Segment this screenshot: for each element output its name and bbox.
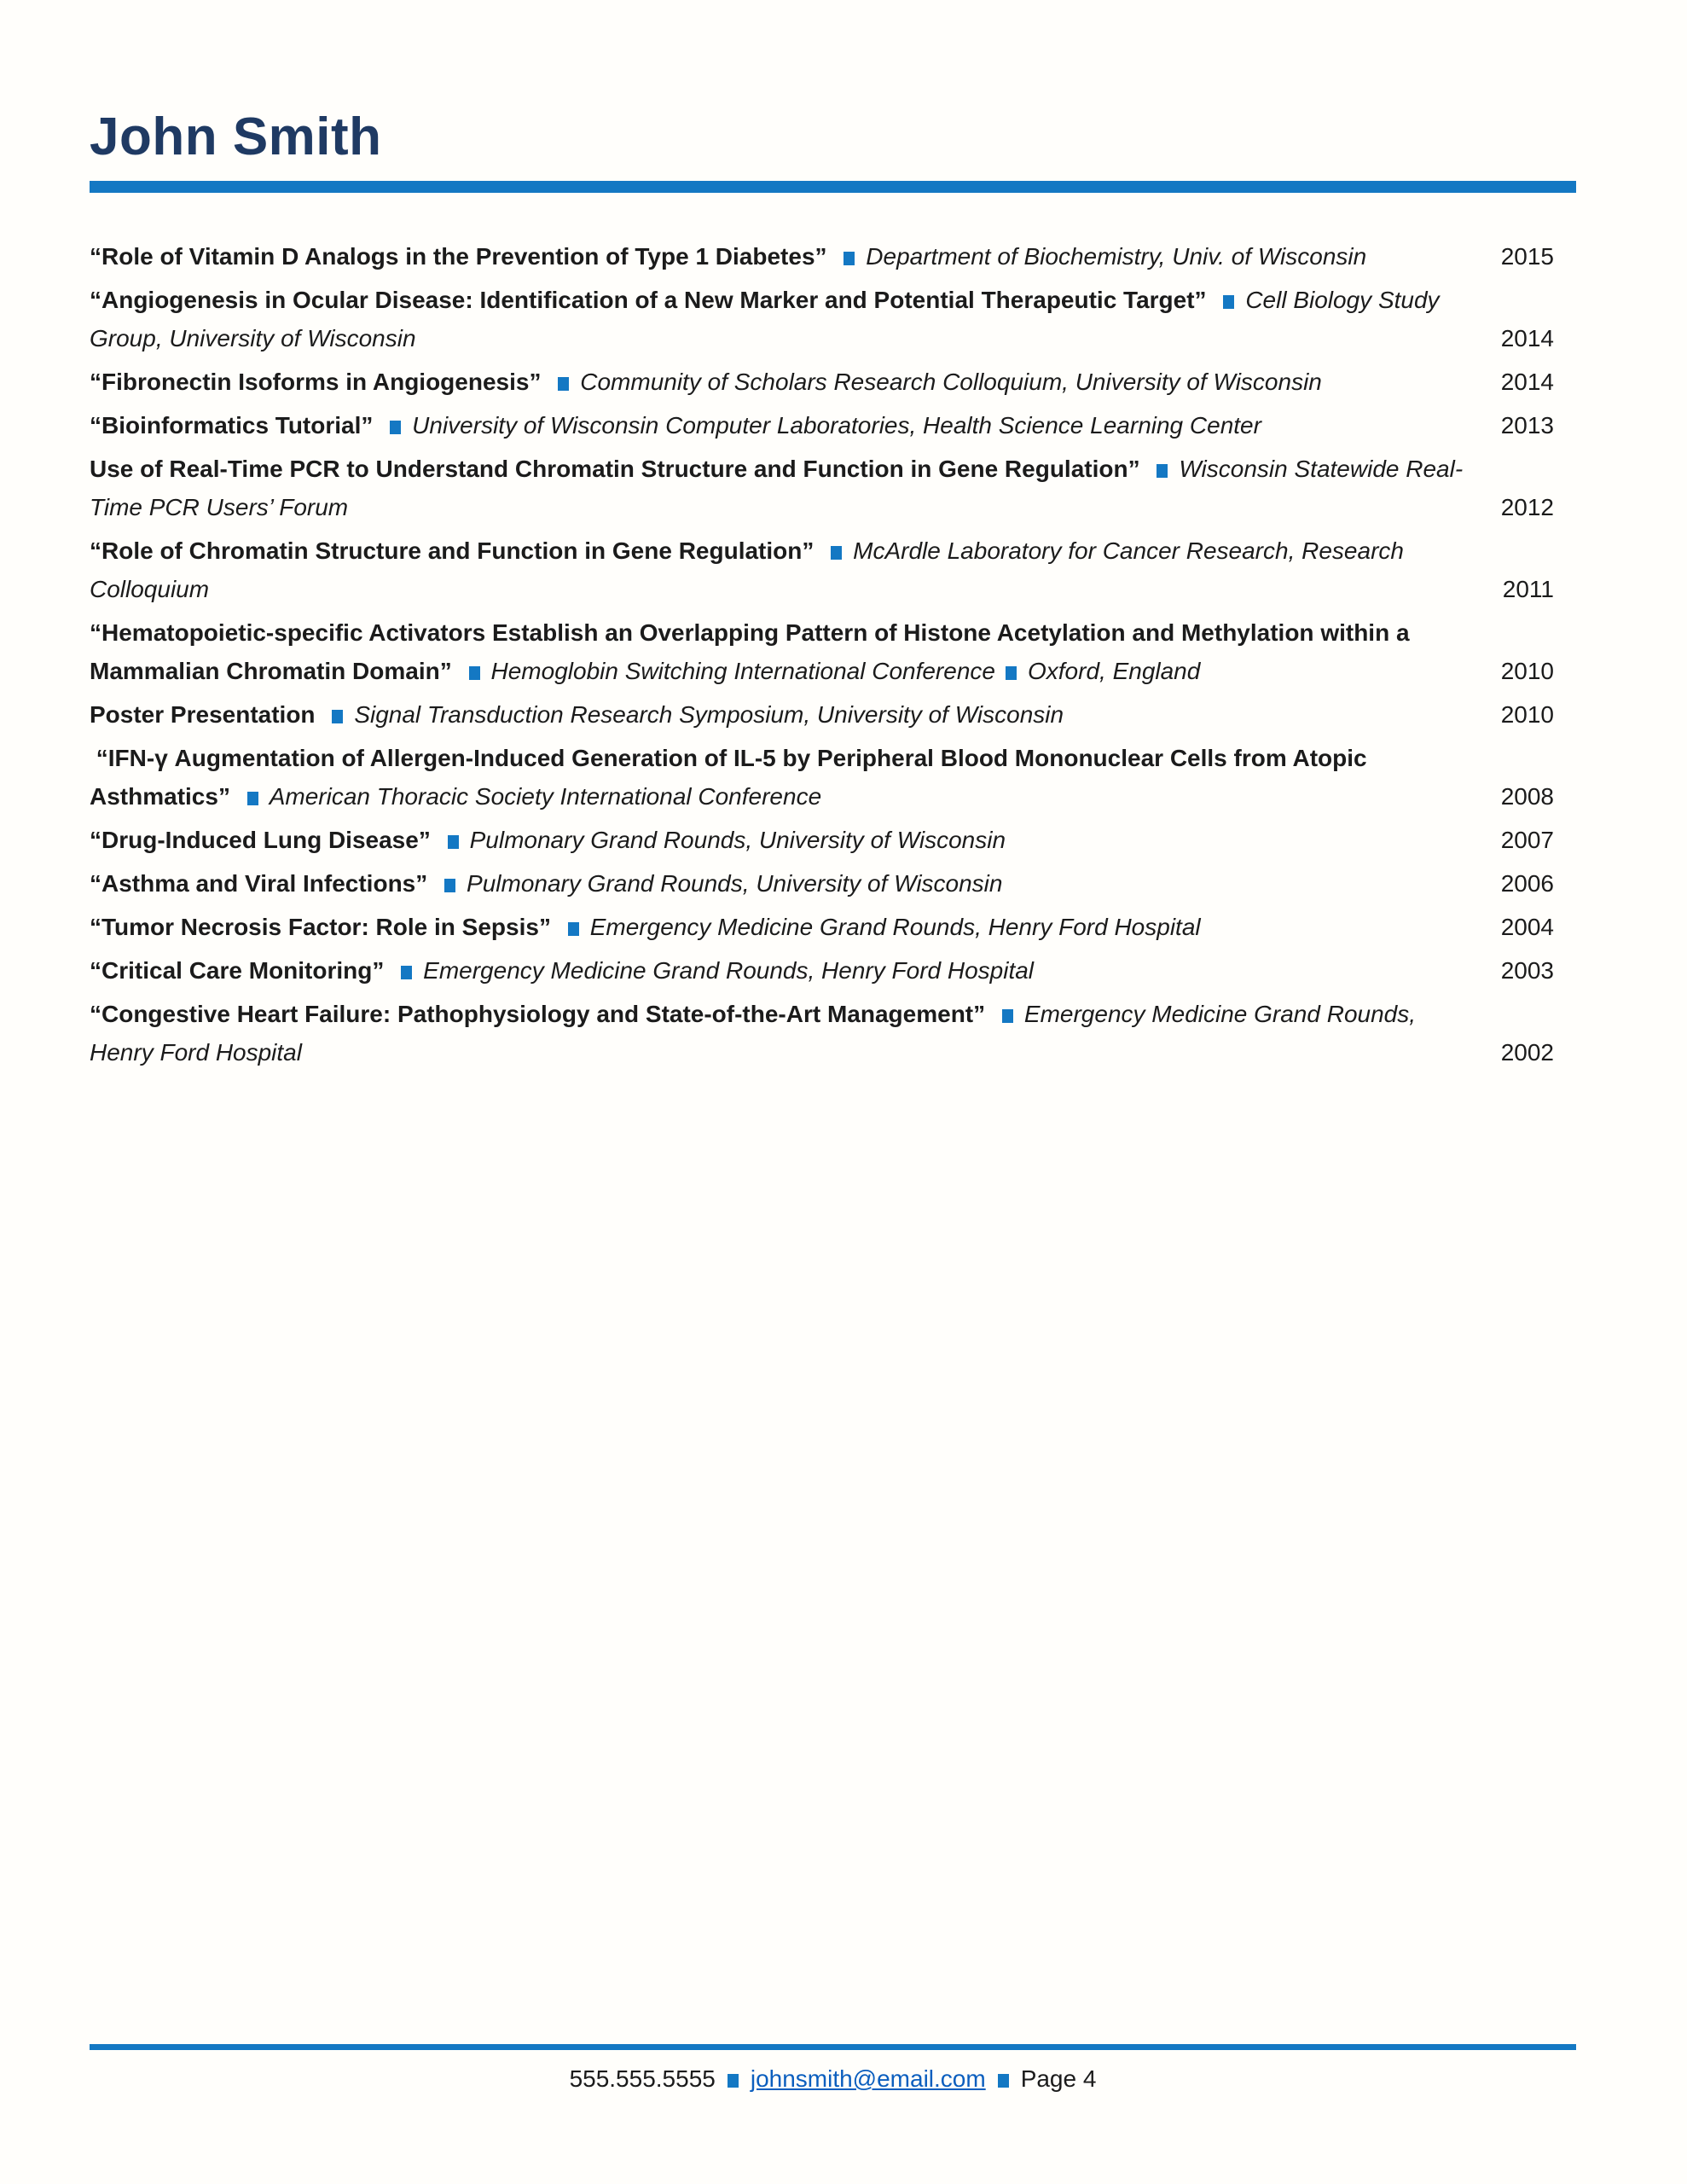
venue-text: Pulmonary Grand Rounds, University of Wisconsin bbox=[469, 827, 1006, 853]
footer-phone: 555.555.5555 bbox=[569, 2065, 716, 2092]
venue-text: Community of Scholars Research Colloquium, University of Wisconsin bbox=[580, 369, 1322, 395]
presentation-year: 2014 bbox=[1500, 325, 1554, 351]
presentation-text bbox=[90, 363, 1465, 401]
presentation-text bbox=[90, 450, 1465, 526]
presentation-title: “Hematopoietic-specific Activators Establish an Overlapping Pattern of Histone Acetylation and Methylation within a Mammalian Chromatin Domain” bbox=[90, 619, 1417, 684]
bullet-icon bbox=[844, 252, 855, 265]
presentation-text bbox=[90, 613, 1465, 690]
bullet-icon bbox=[469, 666, 480, 680]
venue-text: Emergency Medicine Grand Rounds, Henry Ford Hospital bbox=[589, 914, 1201, 940]
presentation-text bbox=[90, 995, 1465, 1072]
venue-text: Emergency Medicine Grand Rounds, Henry Ford Hospital bbox=[90, 1001, 1417, 1066]
venue-text: Pulmonary Grand Rounds, University of Wisconsin bbox=[467, 870, 1003, 897]
presentation-title: “Congestive Heart Failure: Pathophysiology and State-of-the-Art Management” bbox=[90, 1001, 986, 1027]
bullet-icon bbox=[998, 2074, 1009, 2088]
presentation-text bbox=[90, 281, 1465, 357]
presentation-year: 2011 bbox=[1502, 576, 1554, 602]
presentation-year: 2006 bbox=[1500, 870, 1554, 897]
bullet-icon bbox=[831, 546, 842, 560]
bullet-icon bbox=[332, 710, 343, 723]
venue-text: Signal Transduction Research Symposium, University of Wisconsin bbox=[354, 701, 1064, 728]
presentation-title: “Critical Care Monitoring” bbox=[90, 957, 385, 984]
presentation-item bbox=[90, 695, 1576, 734]
venue-text: Hemoglobin Switching International Conference bbox=[490, 658, 995, 684]
presentation-title: “Fibronectin Isoforms in Angiogenesis” bbox=[90, 369, 542, 395]
presentation-title: “Role of Vitamin D Analogs in the Prevention of Type 1 Diabetes” bbox=[90, 243, 827, 270]
presentation-title: “Role of Chromatin Structure and Function in Gene Regulation” bbox=[90, 537, 815, 564]
presentation-year: 2002 bbox=[1500, 1039, 1554, 1066]
presentation-text bbox=[90, 237, 1465, 276]
bullet-icon bbox=[1157, 464, 1168, 478]
presentation-title: “Drug-Induced Lung Disease” bbox=[90, 827, 431, 853]
presentation-title: “Angiogenesis in Ocular Disease: Identification of a New Marker and Potential Therapeutic Target” bbox=[90, 287, 1207, 313]
presentation-year: 2012 bbox=[1500, 494, 1554, 520]
presentation-item bbox=[90, 908, 1576, 946]
presentation-title: Poster Presentation bbox=[90, 701, 316, 728]
presentation-text bbox=[90, 695, 1465, 734]
presentation-year: 2003 bbox=[1500, 957, 1554, 984]
page-header bbox=[90, 109, 1576, 193]
presentation-year: 2010 bbox=[1500, 701, 1554, 728]
footer-page-number: Page 4 bbox=[1020, 2065, 1097, 2092]
presentation-year: 2013 bbox=[1500, 412, 1554, 439]
presentation-title: “Bioinformatics Tutorial” bbox=[90, 412, 374, 439]
bullet-icon bbox=[1002, 1009, 1013, 1023]
venue-text: McArdle Laboratory for Cancer Research, Research Colloquium bbox=[90, 537, 1404, 602]
presentation-item bbox=[90, 237, 1576, 276]
bullet-icon bbox=[568, 922, 579, 936]
bullet-icon bbox=[1006, 666, 1017, 680]
bullet-icon bbox=[444, 879, 455, 892]
presentation-year: 2015 bbox=[1500, 243, 1554, 270]
presentation-text bbox=[90, 739, 1465, 816]
presentation-text bbox=[90, 531, 1465, 608]
presentation-item bbox=[90, 281, 1576, 357]
presentations-list bbox=[90, 237, 1576, 1072]
bullet-icon bbox=[401, 966, 412, 979]
bullet-icon bbox=[247, 792, 258, 805]
footer-email-link[interactable]: johnsmith@email.com bbox=[750, 2065, 986, 2092]
bullet-icon bbox=[558, 377, 569, 391]
header-rule bbox=[90, 181, 1576, 193]
page-title: John Smith bbox=[90, 107, 382, 166]
presentation-year: 2010 bbox=[1500, 658, 1554, 684]
presentation-item bbox=[90, 951, 1576, 990]
page-footer bbox=[90, 2044, 1576, 2096]
venue-text: American Thoracic Society International Conference bbox=[269, 783, 822, 810]
presentation-year: 2004 bbox=[1500, 914, 1554, 940]
presentation-text bbox=[90, 821, 1465, 859]
venue-text: Oxford, England bbox=[1027, 658, 1201, 684]
presentation-item bbox=[90, 864, 1576, 903]
presentation-item bbox=[90, 739, 1576, 816]
presentation-item bbox=[90, 450, 1576, 526]
venue-text: Wisconsin Statewide Real-Time PCR Users’ Forum bbox=[90, 456, 1464, 520]
presentation-year: 2007 bbox=[1500, 827, 1554, 853]
bullet-icon bbox=[390, 421, 401, 434]
presentation-text bbox=[90, 951, 1465, 990]
bullet-icon bbox=[448, 835, 459, 849]
bullet-icon bbox=[1223, 295, 1234, 309]
presentation-item bbox=[90, 995, 1576, 1072]
footer-line bbox=[90, 2062, 1576, 2096]
presentation-text bbox=[90, 406, 1465, 444]
presentation-item bbox=[90, 821, 1576, 859]
presentation-item bbox=[90, 531, 1576, 608]
presentation-item bbox=[90, 613, 1576, 690]
presentation-title: Use of Real-Time PCR to Understand Chromatin Structure and Function in Gene Regulation” bbox=[90, 456, 1140, 482]
presentation-title: “Asthma and Viral Infections” bbox=[90, 870, 428, 897]
bullet-icon bbox=[728, 2074, 739, 2088]
presentation-year: 2014 bbox=[1500, 369, 1554, 395]
venue-text: Emergency Medicine Grand Rounds, Henry Ford Hospital bbox=[423, 957, 1035, 984]
footer-rule bbox=[90, 2044, 1576, 2050]
presentation-title: “Tumor Necrosis Factor: Role in Sepsis” bbox=[90, 914, 551, 940]
presentation-item bbox=[90, 406, 1576, 444]
venue-text: Cell Biology Study Group, University of Wisconsin bbox=[90, 287, 1440, 351]
presentation-text bbox=[90, 908, 1465, 946]
presentation-year: 2008 bbox=[1500, 783, 1554, 810]
venue-text: University of Wisconsin Computer Laboratories, Health Science Learning Center bbox=[412, 412, 1261, 439]
presentation-title: “IFN-γ Augmentation of Allergen-Induced Generation of IL-5 by Peripheral Blood Mononuclear Cells from Atopic Asthmatics” bbox=[90, 745, 1373, 810]
presentation-item bbox=[90, 363, 1576, 401]
presentation-text bbox=[90, 864, 1465, 903]
venue-text: Department of Biochemistry, Univ. of Wisconsin bbox=[866, 243, 1367, 270]
